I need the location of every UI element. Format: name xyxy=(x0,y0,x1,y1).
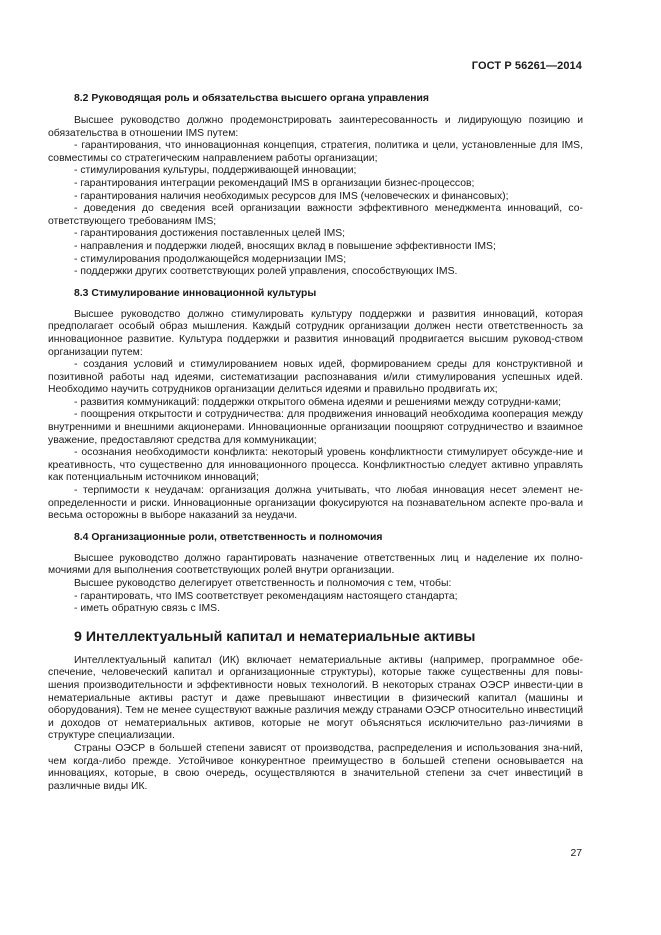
list-item: - иметь обратную связь с IMS. xyxy=(74,603,220,615)
list-item: - гарантирования интеграции рекомендаций IMS в организации бизнес-процессов; xyxy=(74,177,475,189)
paragraph: Высшее руководство должно гарантировать назначение ответственных лиц и наделение их полно-мочиями для выполнения соответствующих ролей внутри организации. xyxy=(48,552,583,577)
list-item: - развития коммуникаций: поддержки открытого обмена идеями и решениями между сотрудни-ками; xyxy=(74,396,562,408)
section-8-4 xyxy=(48,553,583,616)
list-item: - создания условий и стимулированием новых идей, формированием среды для конструктивной и позитивной работы над идеями, систематизации распознавания и/или стимулирования успешных идей. Необходимо научить сотрудников организации делиться идеями и правильно продвигать их; xyxy=(48,359,583,396)
paragraph: Высшее руководство должно продемонстрировать заинтересованность и лидирующую позицию и обязательства в отношении IMS путем: xyxy=(48,115,583,139)
list-item: - осознания необходимости конфликта: некоторый уровень конфликтности стимулирует обсужде-ние и креативность, что существенно для инновационного процесса. Конфликтностью следует активно управлять как потенциальным источником инноваций; xyxy=(48,447,583,484)
list-item: - стимулирования продолжающейся модернизации IMS; xyxy=(74,253,347,265)
list-item: - поддержки других соответствующих ролей управления, способствующих IMS. xyxy=(74,266,458,278)
paragraph: Интеллектуальный капитал (ИК) включает нематериальные активы (например, программное обе-спечение, человеческий капитал и организационные структуры), которые также существенны для повы-шения производительности и эффективности новых технологий. В некоторых странах ОЭСР инвести-ции в нематериальные активы растут и даже превышают инвестиции в физический капитал (машины и оборудования). Тем не менее существуют важные различия между странами ОЭСР относительно инвестиций и доходов от нематериальных активов, которые не могут объясняться исключительно раз-личиями в структуре специализации. xyxy=(48,654,583,742)
paragraph: Страны ОЭСР в большей степени зависят от производства, распределения и использования зна-ний, чем когда-либо прежде. Устойчивое конкурентное преимущество в большей степени основывается на инновациях, которые, в свою очередь, осуществляются в значительной степени за счет инвестиций в различные виды ИК. xyxy=(48,742,583,792)
section-8-2-heading: 8.2 Руководящая роль и обязательства высшего органа управления xyxy=(74,93,429,104)
list-item: - гарантирования наличия необходимых ресурсов для IMS (человеческих и финансовых); xyxy=(74,190,509,202)
section-8-3-heading: 8.3 Стимулирование инновационной культуры xyxy=(74,287,317,299)
section-8-4-heading: 8.4 Организационные роли, ответственность и полномочия xyxy=(74,531,383,543)
list-item: - терпимости к неудачам: организация должна учитывать, что любая инновация несет элемент не-определенности и риски. Инновационные организации фокусируются на познавательном аспекте про-вала и весьма осторожны в выборе наказаний за неудачи. xyxy=(48,485,583,522)
list-item: - доведения до сведения всей организации важности эффективного менеджмента инноваций, со-ответствующего требованиям IMS; xyxy=(48,203,583,227)
page-number: 27 xyxy=(570,848,582,859)
paragraph: Высшее руководство должно стимулировать культуру поддержки и развития инноваций, которая предполагает особый образ мышления. Каждый сотрудник организации должен нести ответственность за инновационное развитие. Культура поддержки и развития инноваций продвигается высшим руковод-ством организации путем: xyxy=(48,308,583,358)
document-code: ГОСТ Р 56261—2014 xyxy=(471,60,582,72)
section-9 xyxy=(48,655,583,794)
section-8-2 xyxy=(48,115,583,279)
paragraph: Высшее руководство делегирует ответственность и полномочия с тем, чтобы: xyxy=(74,578,452,589)
list-item: - гарантирования, что инновационная концепция, стратегия, политика и цели, установленные для IMS, совместимы со стратегическим направлением работы организации; xyxy=(48,140,583,164)
section-8-3 xyxy=(48,309,583,523)
page-body xyxy=(48,88,583,793)
list-item: - гарантирования достижения поставленных целей IMS; xyxy=(74,228,346,240)
list-item: - поощрения открытости и сотрудничества: для продвижения инноваций необходима кооперация между внутренними и внешними акционерами. Инновационные организации поощряют сотрудничество и взаимное уважение, предоставляют средства для коммуникации; xyxy=(48,409,583,446)
list-item: - стимулирования культуры, поддерживающей инновации; xyxy=(74,165,357,177)
list-item: - гарантировать, что IMS соответствует рекомендациям настоящего стандарта; xyxy=(74,590,458,602)
section-9-heading: 9 Интеллектуальный капитал и нематериальные активы xyxy=(74,628,476,645)
list-item: - направления и поддержки людей, вносящих вклад в повышение эффективности IMS; xyxy=(74,240,496,252)
